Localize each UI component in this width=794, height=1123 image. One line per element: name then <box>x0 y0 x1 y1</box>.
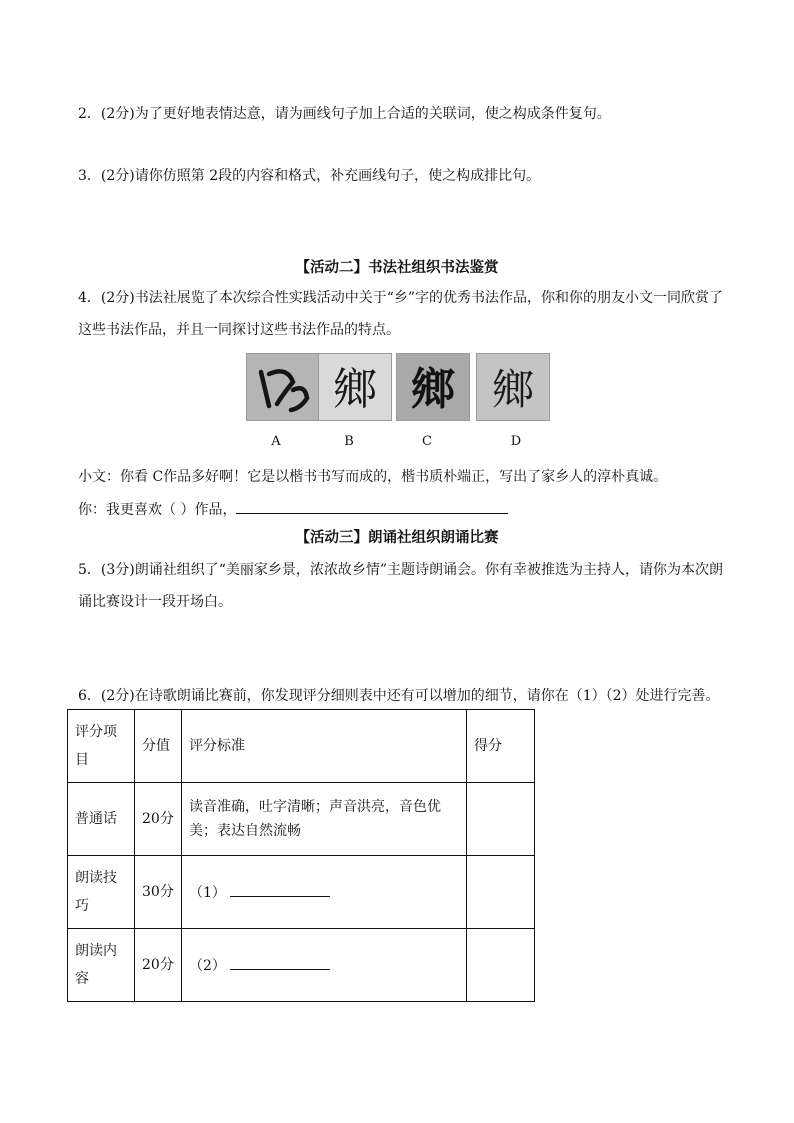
calligraphy-label-c: C <box>422 434 432 449</box>
question-6: 6．(2分)在诗歌朗诵比赛前，你发现评分细则表中还有可以增加的细节，请你在（1）（2）处进行完善。 <box>78 688 720 704</box>
header-item: 评分项目 <box>68 710 135 783</box>
question-5-line-1: 5．(3分)朗诵社组织了“美丽家乡景，浓浓故乡情”主题诗朗诵会。你有幸被推选为主持人，请你为本次朗 <box>78 562 724 578</box>
dialogue-you <box>78 499 508 520</box>
table-row <box>68 929 535 1002</box>
svg-text:鄉: 鄉 <box>333 364 377 415</box>
table-row <box>68 783 535 856</box>
question-3: 3．(2分)请你仿照第 2段的内容和格式，补充画线句子，使之构成排比句。 <box>78 168 541 184</box>
criteria-marker-2: （2） <box>189 957 226 974</box>
calligraphy-label-d: D <box>510 434 522 449</box>
calligraphy-image-c <box>396 353 470 421</box>
row-criteria <box>182 856 467 929</box>
activity-3-heading: 【活动三】朗诵社组织朗诵比赛 <box>295 530 499 546</box>
answer-blank-1[interactable] <box>230 880 330 897</box>
dialogue-xiaowen: 小文：你看 C作品多好啊！它是以楷书书写而成的，楷书质朴端正，写出了家乡人的淳朴真诚。 <box>78 469 668 485</box>
row-criteria <box>182 929 467 1002</box>
answer-blank-2[interactable] <box>230 953 330 970</box>
header-got: 得分 <box>467 710 535 783</box>
question-4-line-1: 4．(2分)书法社展览了本次综合性实践活动中关于“乡”字的优秀书法作品，你和你的朋友小文一同欣赏了 <box>78 290 724 306</box>
criteria-marker-1: （1） <box>189 884 226 901</box>
question-2: 2．(2分)为了更好地表情达意，请为画线句子加上合适的关联词，使之构成条件复句。 <box>78 106 611 122</box>
table-row <box>68 856 535 929</box>
calligraphy-image-a <box>246 353 320 421</box>
table-header-row <box>68 710 535 783</box>
row-got[interactable] <box>467 856 535 929</box>
question-5-line-2: 诵比赛设计一段开场白。 <box>78 594 232 610</box>
activity-2-heading: 【活动二】书法社组织书法鉴赏 <box>295 260 499 276</box>
dialogue-you-text: 你：我更喜欢（ ）作品， <box>78 502 237 518</box>
header-criteria: 评分标准 <box>182 710 467 783</box>
row-item: 朗读技巧 <box>68 856 135 929</box>
row-score: 20分 <box>135 929 182 1002</box>
calligraphy-label-b: B <box>344 434 354 449</box>
calligraphy-image-b <box>318 353 392 421</box>
scoring-rubric-table <box>67 709 535 1002</box>
header-score: 分值 <box>135 710 182 783</box>
answer-blank[interactable] <box>236 499 508 514</box>
calligraphy-label-a: A <box>271 434 281 449</box>
row-item: 朗读内容 <box>68 929 135 1002</box>
svg-text:鄉: 鄉 <box>491 365 535 414</box>
svg-text:鄉: 鄉 <box>411 364 455 415</box>
row-got[interactable] <box>467 783 535 856</box>
row-item: 普通话 <box>68 783 135 856</box>
calligraphy-image-d <box>476 353 550 421</box>
row-score: 20分 <box>135 783 182 856</box>
row-got[interactable] <box>467 929 535 1002</box>
question-4-line-2: 这些书法作品，并且一同探讨这些书法作品的特点。 <box>78 322 400 338</box>
row-criteria: 读音准确，吐字清晰；声音洪亮，音色优美；表达自然流畅 <box>182 783 467 856</box>
row-score: 30分 <box>135 856 182 929</box>
